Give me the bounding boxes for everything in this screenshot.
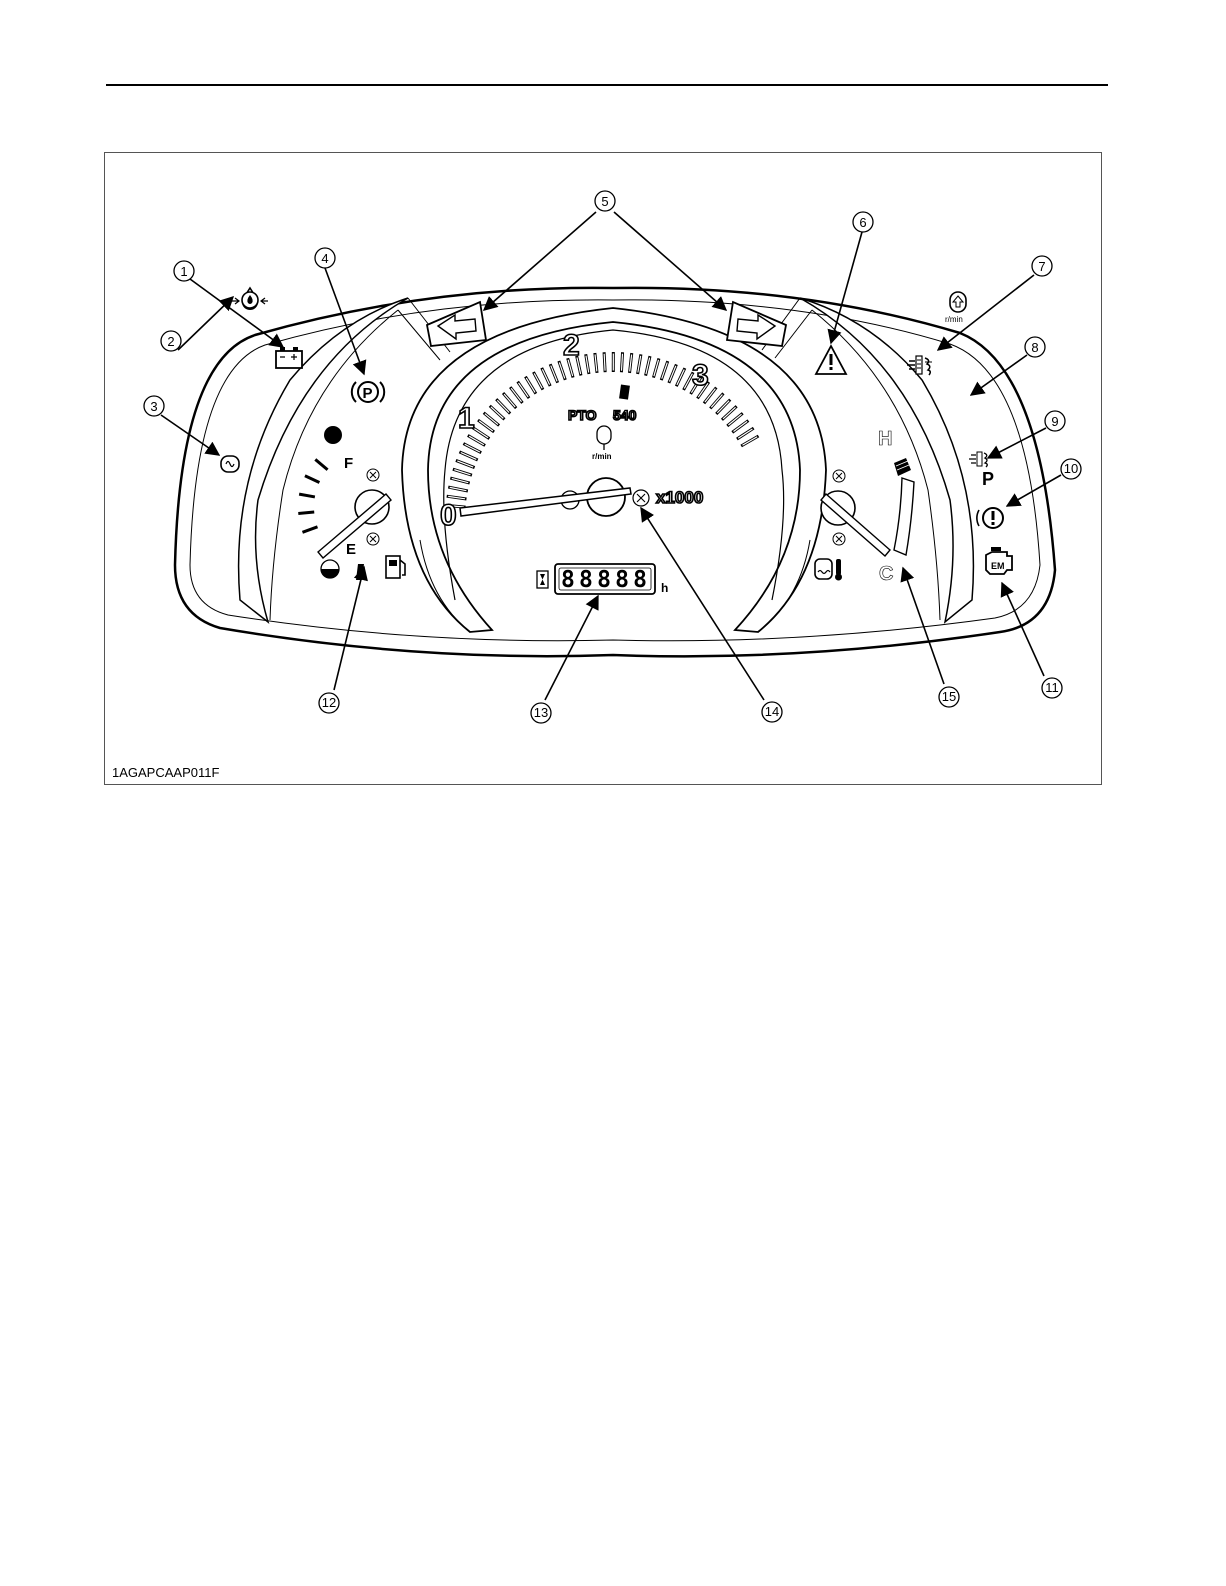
pto-label: PTO <box>568 407 597 423</box>
fuel-tick <box>298 512 314 513</box>
pto-speed-label: 540 <box>613 407 637 423</box>
callout-1 <box>174 261 194 281</box>
tacho-label-1: 1 <box>458 402 475 435</box>
fuel-gauge-screw-top <box>367 469 379 481</box>
svg-text:15: 15 <box>941 689 957 704</box>
temp-gauge-screw-bottom <box>833 533 845 545</box>
callout-8 <box>1025 337 1045 357</box>
callout-7 <box>1032 256 1052 276</box>
callout-4 <box>315 248 335 268</box>
callout-14 <box>762 702 782 722</box>
svg-text:5: 5 <box>601 194 609 209</box>
callout-15 <box>939 687 959 707</box>
svg-text:3: 3 <box>150 399 158 414</box>
coolant-temp-icon <box>815 559 842 581</box>
svg-text:11: 11 <box>1045 680 1059 695</box>
fuel-empty-indicator <box>321 560 339 578</box>
callout-3 <box>144 396 164 416</box>
fuel-gauge-screw-bottom <box>367 533 379 545</box>
svg-text:12: 12 <box>321 695 337 710</box>
figure-id-label: 1AGAPCAAP011F <box>112 765 220 780</box>
callout-11 <box>1042 678 1062 698</box>
temp-gauge-screw-top <box>833 470 845 482</box>
tacho-label-0: 0 <box>440 499 457 532</box>
callout-12 <box>319 693 339 713</box>
fuel-empty-label: E <box>346 541 357 558</box>
callout-5 <box>595 191 615 211</box>
callout-10 <box>1061 459 1081 479</box>
svg-text:8: 8 <box>1031 340 1039 355</box>
tacho-mount-screw <box>633 490 649 506</box>
svg-text:13: 13 <box>533 705 549 720</box>
tacho-label-2: 2 <box>563 329 580 362</box>
dpf-park-label: P <box>982 469 995 489</box>
fuel-full-label: F <box>344 455 354 472</box>
svg-text:10: 10 <box>1063 461 1079 476</box>
fuel-full-indicator <box>324 426 342 444</box>
temp-hot-label: H <box>878 428 893 450</box>
hourglass-icon <box>537 571 548 588</box>
battery-icon <box>276 347 302 368</box>
oil-pressure-icon <box>232 288 268 309</box>
tacho-label-3: 3 <box>692 359 709 392</box>
temp-cold-label: C <box>879 563 894 585</box>
svg-text:P: P <box>362 385 373 402</box>
svg-text:7: 7 <box>1038 259 1046 274</box>
svg-text:1: 1 <box>180 264 188 279</box>
callout-13 <box>531 703 551 723</box>
callout-9 <box>1045 411 1065 431</box>
callout-6 <box>853 212 873 232</box>
callout-2 <box>161 331 181 351</box>
rpm-up-icon <box>950 292 966 312</box>
svg-text:6: 6 <box>859 215 867 230</box>
svg-text:2: 2 <box>167 334 175 349</box>
hour-meter-digits: 88888 <box>561 567 647 593</box>
rpm-up-unit: r/min <box>945 315 963 324</box>
tacho-multiplier: x1000 <box>656 488 704 507</box>
hour-meter-unit: h <box>661 581 669 595</box>
engine-warning-label: EM <box>991 561 1005 571</box>
svg-text:14: 14 <box>764 704 780 719</box>
svg-text:4: 4 <box>321 251 329 266</box>
glow-plug-icon <box>221 456 239 472</box>
pto-unit: r/min <box>592 452 612 461</box>
svg-text:9: 9 <box>1051 414 1059 429</box>
